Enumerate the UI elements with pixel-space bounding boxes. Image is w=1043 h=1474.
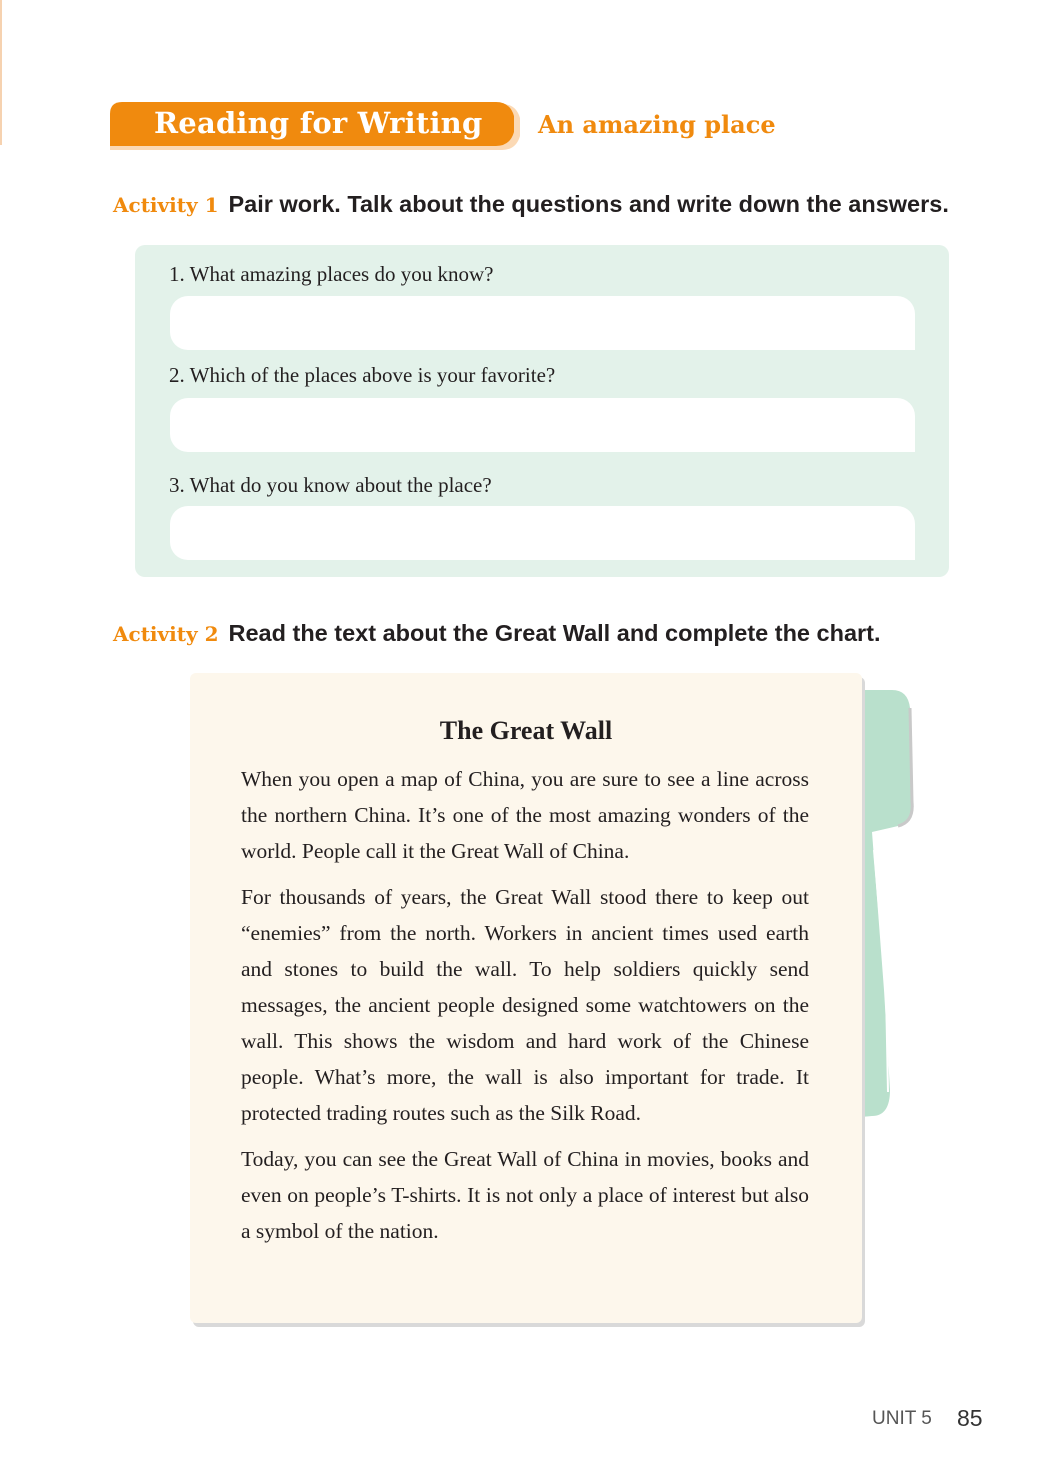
question-1: 1. What amazing places do you know? xyxy=(169,262,494,286)
reading-paragraph-3: Today, you can see the Great Wall of China in movies, books and even on people’s T-shirts. It is not only a place of interest but also a symbol of the nation. xyxy=(241,1147,809,1243)
section-subtitle: An amazing place xyxy=(538,110,776,139)
activity-2-heading xyxy=(113,620,881,647)
question-2: 2. Which of the places above is your favorite? xyxy=(169,363,556,387)
activity-2-tag: Activity 2 xyxy=(113,622,219,646)
page-edge-mark xyxy=(0,0,2,145)
questions-panel xyxy=(135,245,949,577)
reading-paragraph-1: When you open a map of China, you are sure to see a line across the northern China. It’s one of the most amazing wonders of the world. People call it the Great Wall of China. xyxy=(241,767,809,863)
activity-1-tag: Activity 1 xyxy=(113,193,219,217)
answer-box-3[interactable] xyxy=(170,506,915,560)
answer-box-1[interactable] xyxy=(170,296,915,350)
answer-box-2[interactable] xyxy=(170,398,915,452)
section-header-tab xyxy=(110,102,522,152)
activity-1-instruction: Pair work. Talk about the questions and write down the answers. xyxy=(228,191,949,217)
activity-1-heading xyxy=(113,191,949,218)
question-3: 3. What do you know about the place? xyxy=(169,473,492,497)
reading-title: The Great Wall xyxy=(439,716,613,745)
activity-2-instruction: Read the text about the Great Wall and complete the chart. xyxy=(228,620,881,646)
page-number: 85 xyxy=(957,1405,983,1431)
footer-unit-label: UNIT 5 xyxy=(872,1408,932,1429)
section-title: Reading for Writing xyxy=(154,106,483,140)
reading-paragraph-2: For thousands of years, the Great Wall stood there to keep out “enemies” from the north. Workers in ancient times used earth and stones to build the wall. To help soldiers quickly send messages, the ancient people designed some watchtowers on the wall. This shows the wisdom and hard work of the Chinese people. What’s more, the wall is also important for trade. It protected trading routes such as the Silk Road. xyxy=(241,885,809,1125)
reading-card xyxy=(190,673,862,1323)
reading-body xyxy=(241,761,809,1259)
